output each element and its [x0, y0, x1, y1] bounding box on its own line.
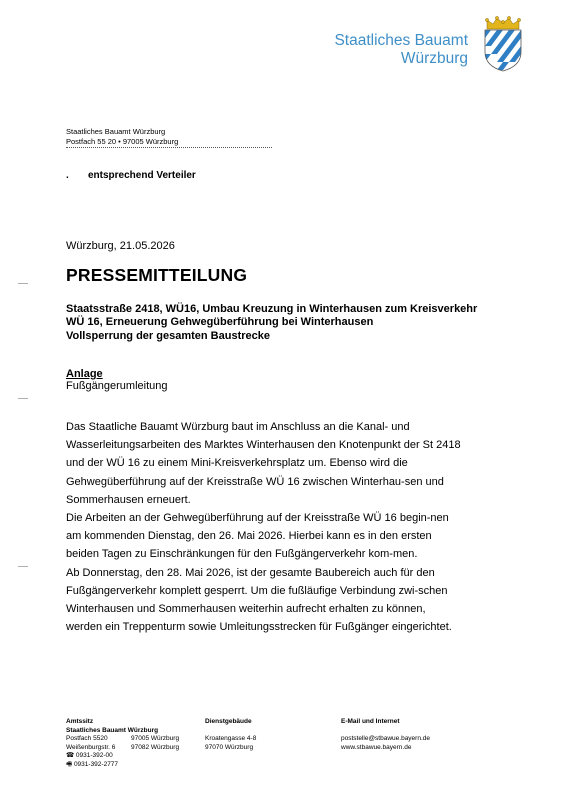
hole-mark [18, 398, 28, 399]
footer-street-row [66, 744, 179, 753]
footer-web-link[interactable]: www.stbawue.bayern.de [341, 743, 412, 751]
anlage-item: Fußgängerumleitung [66, 380, 168, 392]
footer-phone: ☎ 0931-392-00 [66, 752, 113, 760]
fold-mark-bottom [18, 566, 28, 567]
footer-email-link[interactable]: poststelle@stbawue.bayern.de [341, 735, 430, 743]
page-title: PRESSEMITTEILUNG [66, 265, 248, 285]
footer-heading-dienstgebaeude: Dienstgebäude [205, 718, 252, 725]
subject-line2: WÜ 16, Erneuerung Gehwegüberführung bei Winterhausen [66, 316, 374, 329]
footer-fax: 🖷 0931-392-2777 [66, 760, 119, 768]
bavarian-crest-icon [482, 16, 524, 72]
footer-street: Weißenburgstr. 6 [66, 743, 116, 751]
footer-org-name: Staatliches Bauamt Würzburg [66, 726, 159, 734]
footer-dienst-city: 97070 Würzburg [205, 743, 254, 751]
subject-line1: Staatsstraße 2418, WÜ16, Umbau Kreuzung in Winterhausen zum Kreisverkehr [66, 303, 478, 315]
crown-icon [485, 16, 520, 29]
org-name-line1: Staatliches Bauamt [334, 32, 468, 49]
recipient-marker: . [66, 170, 69, 181]
footer-postfach-city: 97005 Würzburg [131, 735, 180, 743]
footer-col-contact [341, 718, 430, 752]
footer-dienst-street: Kroatengasse 4-8 [205, 735, 257, 743]
letter-date: Würzburg, 21.05.2026 [66, 240, 175, 252]
subject-line3: Vollsperrung der gesamten Baustrecke [66, 329, 270, 342]
footer-heading-contact: E-Mail und Internet [341, 718, 400, 725]
footer-street-city: 97082 Würzburg [131, 743, 180, 751]
sender-line1: Staatliches Bauamt Würzburg [66, 127, 166, 136]
body-paragraph-2: Die Arbeiten an der Gehwegüberführung auf der Kreisstraße WÜ 16 begin-nen am kommenden Dienstag, den 26. Mai 2026. Hierbei kann es in den ersten beiden Tagen zu Einschränkungen für den Fußgängerverkehr kom-men. [66, 512, 449, 561]
body-paragraph-1: Das Staatliche Bauamt Würzburg baut im Anschluss an die Kanal- und Wasserleitungsarbeiten des Marktes Winterhausen den Knotenpunkt der St 2418 und der WÜ 16 zu einem Mini-Kreisverkehrsplatz um. Ebenso wird die Gehwegüberführung auf der Kreisstraße WÜ 16 zwischen Winterhau-sen und Sommerhausen erneuert. [66, 421, 461, 506]
org-name-line2: Würzburg [400, 50, 468, 67]
subject-block [66, 303, 506, 343]
recipient-text: entsprechend Verteiler [88, 170, 196, 181]
footer-heading-amtssitz: Amtssitz [66, 718, 94, 725]
anlage-heading: Anlage [66, 368, 103, 380]
body-paragraph-3: Ab Donnerstag, den 28. Mai 2026, ist der gesamte Baubereich auch für den Fußgängerverkehr komplett gesperrt. Um die fußläufige Verbindung zwi-schen Winterhausen und Sommerhausen weiterhin aufrecht erhalten zu können, werden ein Treppenturm sowie Umleitungsstrecken für Fußgänger eingerichtet. [66, 566, 452, 634]
footer-postfach: Postfach 5520 [66, 735, 108, 743]
sender-address [66, 127, 272, 148]
org-logo-text [334, 32, 468, 68]
body-text [66, 418, 461, 636]
footer-col-dienstgebaeude [205, 718, 256, 752]
recipient [66, 170, 196, 181]
footer-col-amtssitz [66, 718, 179, 770]
fold-mark-top [18, 283, 28, 284]
sender-line2: Postfach 55 20 • 97005 Würzburg [66, 137, 272, 148]
footer-postfach-row [66, 735, 179, 744]
